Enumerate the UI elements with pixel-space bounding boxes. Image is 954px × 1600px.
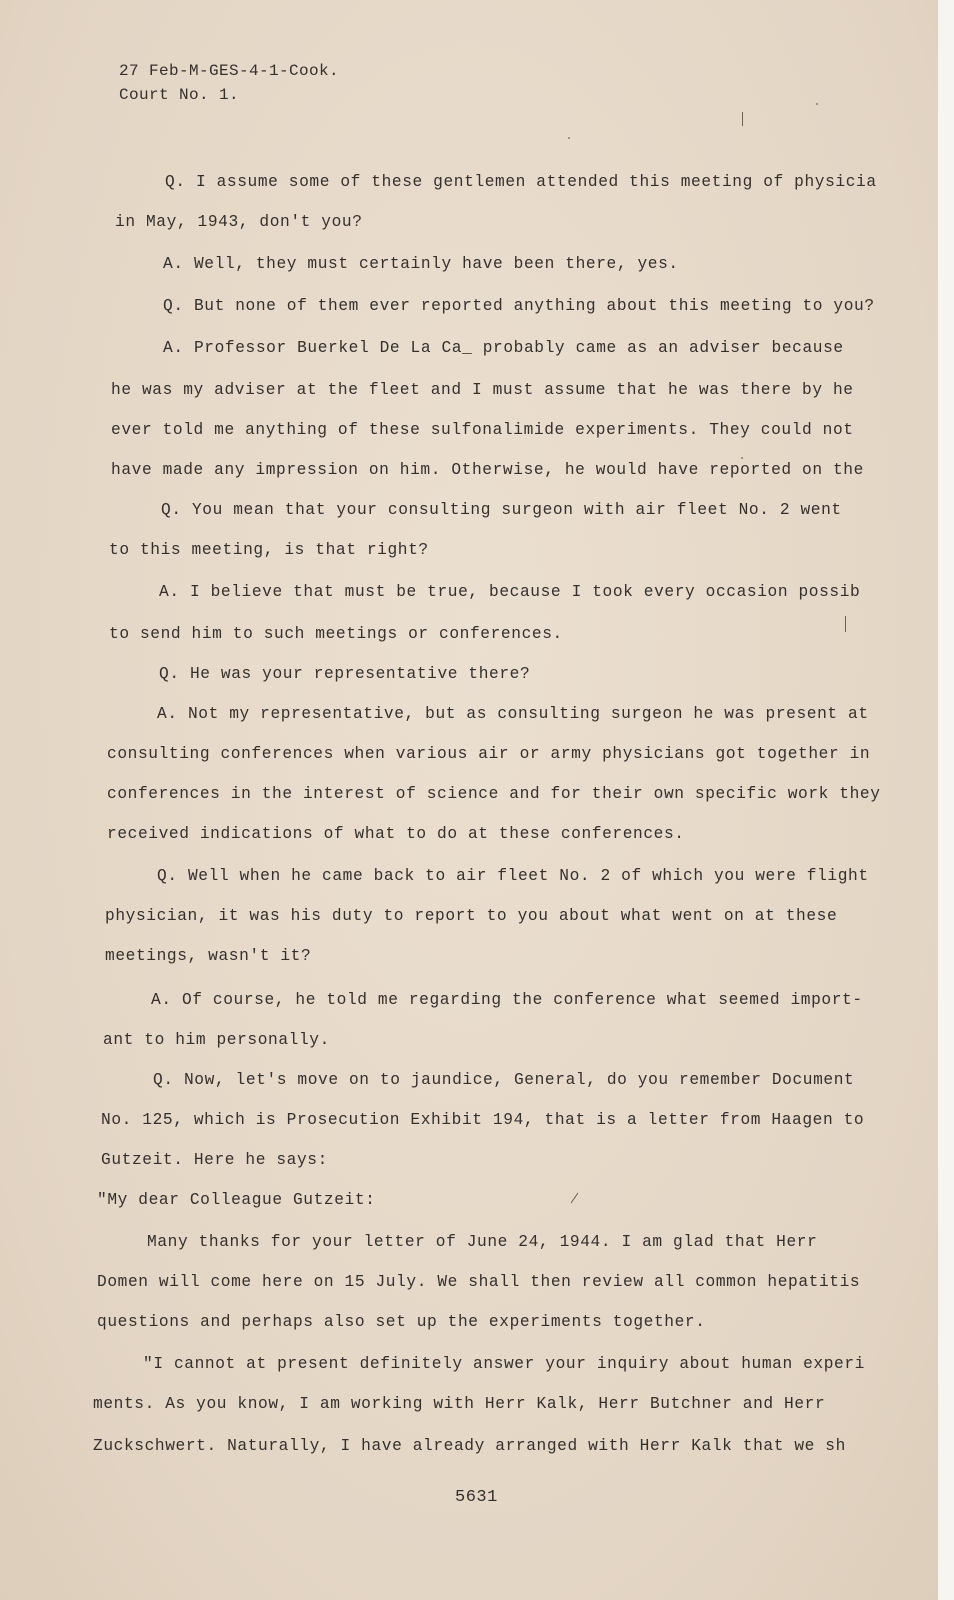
body-line: consulting conferences when various air or army physicians got together in [107, 745, 871, 763]
body-line: in May, 1943, don't you? [115, 213, 363, 231]
body-line: ant to him personally. [103, 1031, 330, 1049]
body-line: Many thanks for your letter of June 24, 1944. I am glad that Herr [147, 1233, 818, 1251]
body-line: physician, it was his duty to report to you about what went on at these [105, 907, 838, 925]
body-line: have made any impression on him. Otherwise, he would have reported on the [111, 461, 864, 479]
paper-speck [816, 103, 818, 105]
scan-margin [938, 0, 954, 1600]
header-line-2: Court No. 1. [119, 86, 240, 104]
body-line: conferences in the interest of science and for their own specific work they [107, 785, 881, 803]
paper-mark [742, 112, 743, 126]
body-line: meetings, wasn't it? [105, 947, 312, 965]
paper-mark [845, 616, 846, 632]
body-line: "My dear Colleague Gutzeit: [97, 1191, 376, 1209]
body-line: Gutzeit. Here he says: [101, 1151, 328, 1169]
body-line: Q. You mean that your consulting surgeon with air fleet No. 2 went [161, 501, 842, 519]
body-line: Q. Now, let's move on to jaundice, General, do you remember Document [153, 1071, 855, 1089]
body-line: A. I believe that must be true, because I took every occasion possib [159, 583, 861, 601]
body-line: Zuckschwert. Naturally, I have already arranged with Herr Kalk that we sh [93, 1437, 846, 1455]
body-line: A. Well, they must certainly have been there, yes. [163, 255, 679, 273]
body-line: "I cannot at present definitely answer your inquiry about human experi [143, 1355, 865, 1373]
body-line: Q. He was your representative there? [159, 665, 531, 683]
paper-mark [571, 1193, 579, 1203]
paper-speck [568, 137, 570, 139]
body-line: ever told me anything of these sulfonalimide experiments. They could not [111, 421, 854, 439]
body-line: to this meeting, is that right? [109, 541, 429, 559]
body-line: he was my adviser at the fleet and I must assume that he was there by he [111, 381, 854, 399]
body-line: Q. Well when he came back to air fleet No. 2 of which you were flight [157, 867, 869, 885]
page-number: 5631 [455, 1488, 498, 1507]
body-line: Q. I assume some of these gentlemen attended this meeting of physicia [165, 173, 877, 191]
body-line: A. Professor Buerkel De La Ca_ probably came as an adviser because [163, 339, 844, 357]
body-line: received indications of what to do at these conferences. [107, 825, 685, 843]
body-line: ments. As you know, I am working with Herr Kalk, Herr Butchner and Herr [93, 1395, 826, 1413]
header-line-1: 27 Feb-M-GES-4-1-Cook. [119, 62, 340, 80]
body-line: Domen will come here on 15 July. We shall then review all common hepatitis [97, 1273, 861, 1291]
body-line: No. 125, which is Prosecution Exhibit 194, that is a letter from Haagen to [101, 1111, 865, 1129]
body-line: A. Not my representative, but as consulting surgeon he was present at [157, 705, 869, 723]
body-line: questions and perhaps also set up the experiments together. [97, 1313, 706, 1331]
paper-speck [741, 457, 743, 459]
body-line: Q. But none of them ever reported anything about this meeting to you? [163, 297, 875, 315]
body-line: A. Of course, he told me regarding the conference what seemed import- [151, 991, 863, 1009]
body-line: to send him to such meetings or conferences. [109, 625, 563, 643]
